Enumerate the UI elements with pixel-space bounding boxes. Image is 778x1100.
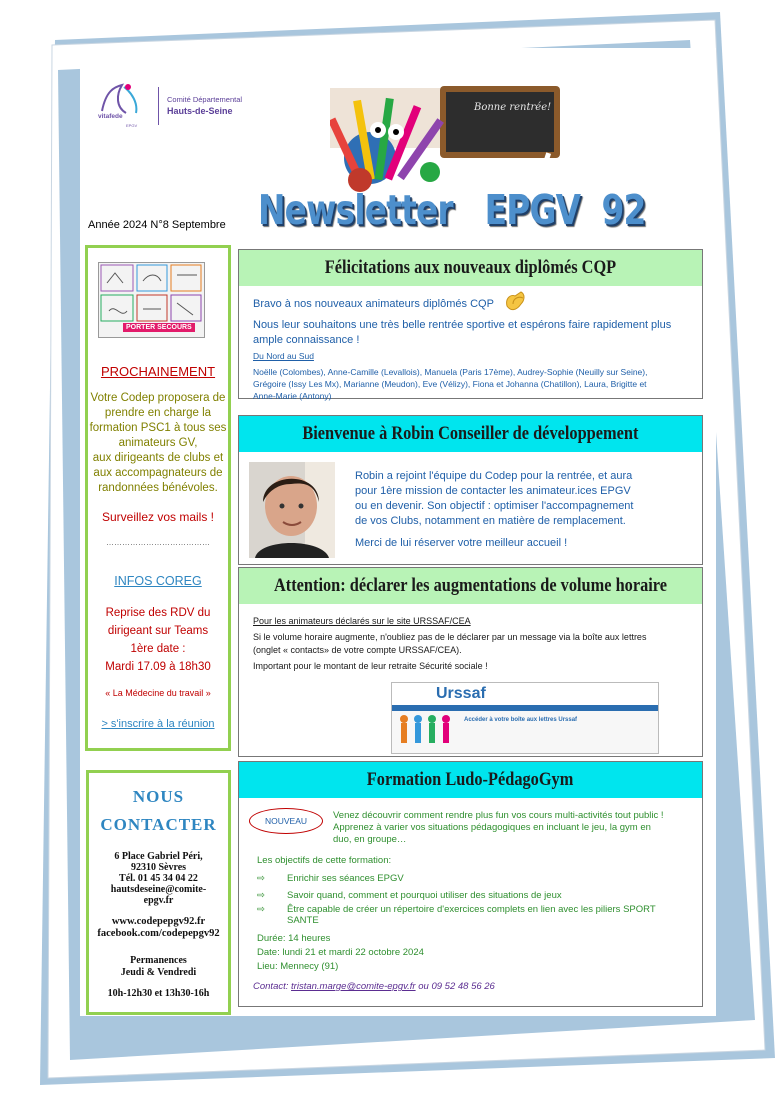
ludo-date: Date: lundi 21 et mardi 22 octobre 2024 bbox=[257, 947, 424, 958]
objective-item: ⇨ Savoir quand, comment et pourquoi utiliser des situations de jeux bbox=[257, 887, 656, 904]
cqp-line1: Bravo à nos nouveaux animateurs diplômés CQP bbox=[253, 298, 494, 310]
contact-title-1: NOUS bbox=[132, 787, 185, 806]
volume-subtitle: Pour les animateurs déclarés sur le site URSSAF/CEA bbox=[253, 616, 471, 626]
prochainement-line: aux accompagnateurs de bbox=[93, 467, 223, 479]
porter-secours-poster bbox=[98, 262, 205, 338]
urssaf-header-band bbox=[392, 683, 658, 705]
contact-phone: 09 52 48 56 26 bbox=[431, 981, 495, 992]
first-aid-drawing-icon bbox=[99, 263, 204, 323]
coreg-text bbox=[88, 604, 228, 676]
prochainement-text bbox=[88, 391, 228, 496]
urssaf-caption: Accéder à votre boîte aux lettres Urssaf bbox=[464, 717, 578, 723]
urssaf-logo: Urssaf bbox=[436, 685, 486, 702]
cqp-section-body bbox=[238, 286, 703, 399]
robin-paragraph bbox=[355, 469, 633, 529]
volume-line: (onglet « contacts» de votre compte URSSAF/CEA). bbox=[253, 645, 462, 655]
ludo-section-body bbox=[238, 798, 703, 1007]
coreg-line: Mardi 17.09 à 18h30 bbox=[105, 661, 211, 673]
arrow-icon: ⇨ bbox=[257, 904, 265, 915]
clapping-hands-icon bbox=[503, 290, 529, 312]
web-links bbox=[89, 916, 228, 940]
contact-or: ou bbox=[418, 981, 429, 992]
email-line[interactable]: epgv.fr bbox=[143, 895, 174, 906]
ludo-duration: Durée: 14 heures bbox=[257, 933, 331, 944]
cqp-line2a: Nous leur souhaitons une très belle rentrée sportive et espérons faire rapidement plus bbox=[253, 319, 672, 331]
nouveau-badge[interactable]: NOUVEAU bbox=[249, 808, 323, 834]
robin-section-body bbox=[238, 452, 703, 565]
ludo-intro bbox=[333, 810, 664, 846]
objective-item: ⇨ Enrichir ses séances EPGV bbox=[257, 870, 656, 887]
robin-line: pour 1ère mission de contacter les animateur.ices EPGV bbox=[355, 485, 631, 497]
ludo-contact bbox=[253, 981, 495, 992]
volume-text bbox=[253, 631, 646, 657]
prochainement-line: formation PSC1 à tous ses bbox=[89, 422, 227, 434]
cqp-line2 bbox=[253, 318, 671, 348]
objective-item-cont: SANTE bbox=[287, 915, 319, 926]
contact-details bbox=[89, 851, 228, 906]
prochainement-line: prendre en charge la bbox=[104, 407, 212, 419]
cqp-names bbox=[253, 366, 703, 402]
coreg-line: Reprise des RDV du bbox=[105, 607, 211, 619]
logo-line1: Comité Départemental bbox=[167, 95, 243, 104]
ludo-info bbox=[257, 932, 424, 974]
contact-label: Contact: bbox=[253, 981, 289, 992]
permanences-days: Jeudi & Vendredi bbox=[120, 967, 197, 978]
contact-email-link[interactable]: tristan.marge@comite-epgv.fr bbox=[291, 981, 416, 992]
arrow-icon: ⇨ bbox=[257, 890, 265, 901]
facebook-link[interactable]: facebook.com/codepepgv92 bbox=[97, 928, 220, 939]
contact-box bbox=[86, 770, 231, 1015]
infos-coreg-title: INFOS COREG bbox=[114, 574, 202, 588]
ludo-intro-line: Apprenez à varier vos situations pédagogiques en incluant le jeu, la gym en bbox=[333, 822, 651, 833]
objective-item: ⇨ Être capable de créer un répertoire d'exercices complets en lien avec les piliers SPORT bbox=[257, 904, 656, 915]
prochainement-line: randonnées bénévoles. bbox=[98, 482, 218, 494]
phone-number: Tél. 01 45 34 04 22 bbox=[119, 873, 198, 884]
volume-line: Si le volume horaire augmente, n'oubliez pas de le déclarer par un message via la boîte aux lettres bbox=[253, 632, 647, 642]
edition-label: Année 2024 N°8 Septembre bbox=[88, 219, 226, 231]
logo-brand: vitafede bbox=[98, 113, 123, 120]
ludo-objectives-title: Les objectifs de cette formation: bbox=[257, 855, 392, 866]
prochainement-line: Votre Codep proposera de bbox=[90, 392, 226, 404]
permanences-hours: 10h-12h30 et 13h30-16h bbox=[107, 988, 210, 999]
prochainement-title: PROCHAINEMENT bbox=[100, 364, 216, 379]
cqp-region: Du Nord au Sud bbox=[253, 351, 314, 361]
chalkboard-text: Bonne rentrée! bbox=[474, 102, 552, 113]
permanences bbox=[89, 955, 228, 979]
vitafede-logo bbox=[92, 81, 272, 133]
urssaf-screenshot bbox=[391, 682, 659, 754]
cqp-names-line: Noëlle (Colombes), Anne-Camille (Levallois), Manuela (Paris 17ème), Audrey-Sophie (Neuilly sur Seine), bbox=[253, 367, 648, 377]
address-line: 92310 Sèvres bbox=[130, 862, 187, 873]
website-link[interactable]: www.codepepgv92.fr bbox=[111, 916, 206, 927]
volume-section-body bbox=[238, 604, 703, 757]
ludo-section-header: Formation Ludo-PédagoGym bbox=[238, 761, 703, 799]
logo-sub: EPGV bbox=[126, 123, 138, 128]
cqp-line2b: ample connaissance ! bbox=[253, 334, 360, 346]
coreg-line: 1ère date : bbox=[130, 643, 186, 655]
porter-secours-label: PORTER SECOURS bbox=[123, 323, 195, 332]
volume-important: Important pour le montant de leur retraite Sécurité sociale ! bbox=[253, 661, 488, 671]
sidebar-news-box bbox=[85, 245, 231, 751]
coreg-register-link[interactable]: > s'inscrire à la réunion bbox=[101, 718, 215, 730]
volume-section-header: Attention: déclarer les augmentations de volume horaire bbox=[238, 567, 703, 605]
urssaf-nav-bar bbox=[392, 705, 658, 711]
cqp-names-line: Grégoire (Issy Les Mx), Marianne (Meudon), Eve (Vélizy), Fiona et Johanna (Chatillon), Laura, Brigitte et bbox=[253, 379, 647, 389]
ludo-intro-line: Venez découvrir comment rendre plus fun vos cours multi-activités tout public ! bbox=[333, 810, 664, 821]
prochainement-line: aux dirigeants de clubs et bbox=[92, 452, 224, 464]
coreg-line: dirigeant sur Teams bbox=[107, 625, 209, 637]
email-line[interactable]: hautsdeseine@comite- bbox=[110, 884, 207, 895]
newsletter-title: Newsletter EPGV 92 bbox=[258, 186, 646, 234]
logo-line2: Hauts-de-Seine bbox=[167, 106, 233, 116]
robin-line: de vos Clubs, notamment en matière de remplacement. bbox=[355, 515, 626, 527]
cqp-names-line: Anne-Marie (Antony) bbox=[253, 391, 332, 401]
ludo-objectives bbox=[257, 870, 656, 926]
permanences-title: Permanences bbox=[130, 955, 187, 966]
arrow-icon: ⇨ bbox=[257, 873, 265, 884]
contact-title-2: CONTACTER bbox=[100, 815, 217, 834]
sidebar-separator: ………………………………… bbox=[106, 538, 210, 547]
robin-line: ou en devenir. Son objectif : optimiser l'accompagnement bbox=[355, 500, 634, 512]
logo-separator bbox=[158, 87, 159, 125]
back-to-school-illustration bbox=[330, 80, 565, 198]
address-line: 6 Place Gabriel Péri, bbox=[114, 851, 203, 862]
coreg-topic: « La Médecine du travail » bbox=[105, 688, 211, 698]
prochainement-line: animateurs GV, bbox=[118, 437, 198, 449]
robin-section-header: Bienvenue à Robin Conseiller de développement bbox=[238, 415, 703, 453]
ludo-intro-line: duo, en groupe… bbox=[333, 834, 407, 845]
people-figures-icon bbox=[396, 713, 456, 749]
robin-portrait bbox=[249, 462, 335, 558]
ludo-place: Lieu: Mennecy (91) bbox=[257, 961, 339, 972]
watch-mail-text: Surveillez vos mails ! bbox=[101, 510, 215, 524]
robin-welcome: Merci de lui réserver votre meilleur accueil ! bbox=[355, 537, 568, 549]
robin-line: Robin a rejoint l'équipe du Codep pour la rentrée, et aura bbox=[355, 470, 633, 482]
cqp-section-header: Félicitations aux nouveaux diplômés CQP bbox=[238, 249, 703, 287]
